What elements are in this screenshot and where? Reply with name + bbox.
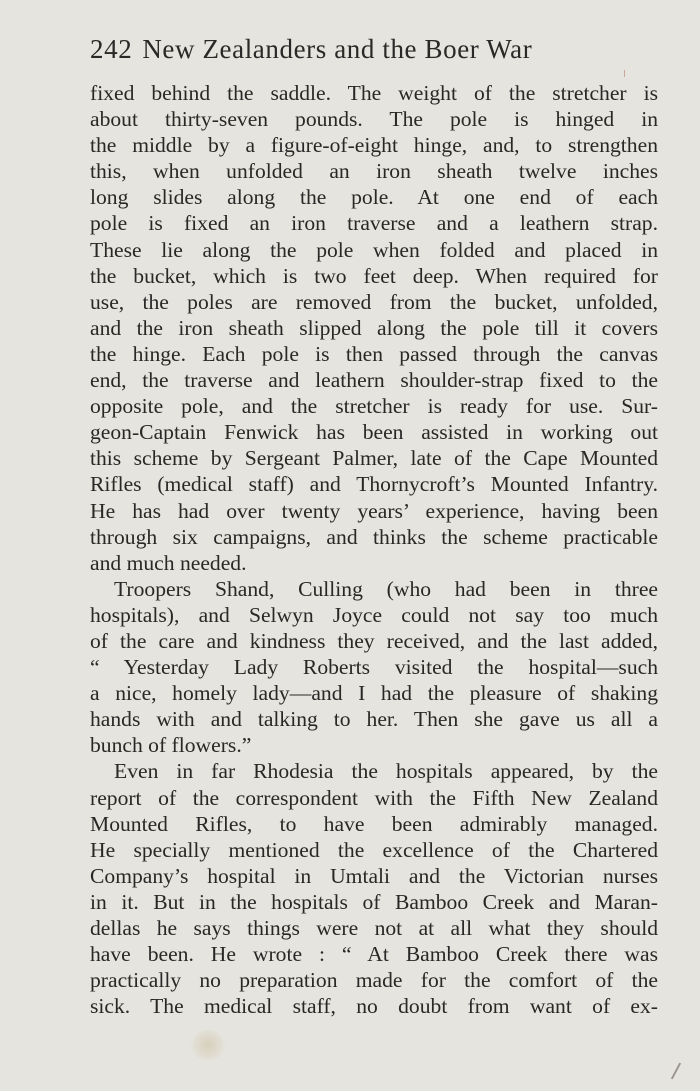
paper-stain — [190, 1030, 226, 1060]
text-line: opposite pole, and the stretcher is ready for use. Sur- — [90, 394, 658, 419]
text-line: end, the traverse and leathern shoulder-strap fixed to the — [90, 368, 658, 393]
running-title: New Zealanders and the Boer War — [142, 34, 533, 64]
text-line: this, when unfolded an iron sheath twelve inches — [90, 159, 658, 184]
text-line: dellas he says things were not at all what they should — [90, 916, 658, 940]
text-line: report of the correspondent with the Fifth New Zealand — [90, 785, 658, 810]
text-line: and much needed. — [90, 550, 247, 575]
text-line: in it. But in the hospitals of Bamboo Creek and Maran- — [90, 889, 658, 914]
text-line: a nice, homely lady—and I had the pleasure of shaking — [90, 681, 658, 706]
text-line: Rifles (medical staff) and Thornycroft’s Mounted Infantry. — [90, 472, 658, 497]
text-line: Mounted Rifles, to have been admirably managed. — [90, 811, 658, 836]
text-line: pole is fixed an iron traverse and a leathern strap. — [90, 211, 658, 236]
text-line: have been. He wrote : “ At Bamboo Creek there was — [90, 942, 658, 967]
text-line: use, the poles are removed from the bucket, unfolded, — [90, 289, 658, 314]
paragraph — [90, 576, 658, 759]
text-line: practically no preparation made for the comfort of the — [90, 968, 658, 993]
text-line: hospitals), and Selwyn Joyce could not say too much — [90, 602, 658, 627]
text-line: geon-Captain Fenwick has been assisted in working out — [90, 420, 658, 445]
text-line: about thirty-seven pounds. The pole is hinged in — [90, 107, 658, 132]
text-line: through six campaigns, and thinks the scheme practicable — [90, 524, 658, 549]
text-line: the bucket, which is two feet deep. When required for — [90, 263, 658, 288]
text-line: sick. The medical staff, no doubt from want of ex- — [90, 994, 658, 1019]
text-line: the hinge. Each pole is then passed through the canvas — [90, 341, 658, 366]
running-header — [90, 34, 630, 65]
text-line: Company’s hospital in Umtali and the Victorian nurses — [90, 863, 658, 888]
paragraph — [90, 758, 658, 1019]
text-line: this scheme by Sergeant Palmer, late of the Cape Mounted — [90, 446, 658, 471]
text-line: fixed behind the saddle. The weight of the stretcher is — [90, 81, 658, 105]
paragraph — [90, 80, 658, 576]
page-number: 242 — [90, 34, 133, 64]
text-line: Even in far Rhodesia the hospitals appeared, by the — [114, 759, 658, 784]
body-text — [90, 80, 658, 1019]
text-line: the middle by a figure-of-eight hinge, and, to strengthen — [90, 133, 658, 158]
text-line: long slides along the pole. At one end of each — [90, 185, 658, 210]
text-line: Troopers Shand, Culling (who had been in three — [114, 576, 658, 601]
text-line: “ Yesterday Lady Roberts visited the hospital—such — [90, 655, 658, 680]
margin-mark — [624, 70, 625, 77]
text-line: These lie along the pole when folded and placed in — [90, 237, 658, 262]
text-line: He has had over twenty years’ experience, having been — [90, 498, 658, 523]
text-line: bunch of flowers.” — [90, 733, 252, 758]
text-line: of the care and kindness they received, and the last added, — [90, 628, 658, 653]
text-line: hands with and talking to her. Then she gave us all a — [90, 707, 658, 732]
pencil-mark — [671, 1063, 681, 1080]
text-line: He specially mentioned the excellence of the Chartered — [90, 837, 658, 862]
text-line: and the iron sheath slipped along the pole till it covers — [90, 315, 658, 340]
